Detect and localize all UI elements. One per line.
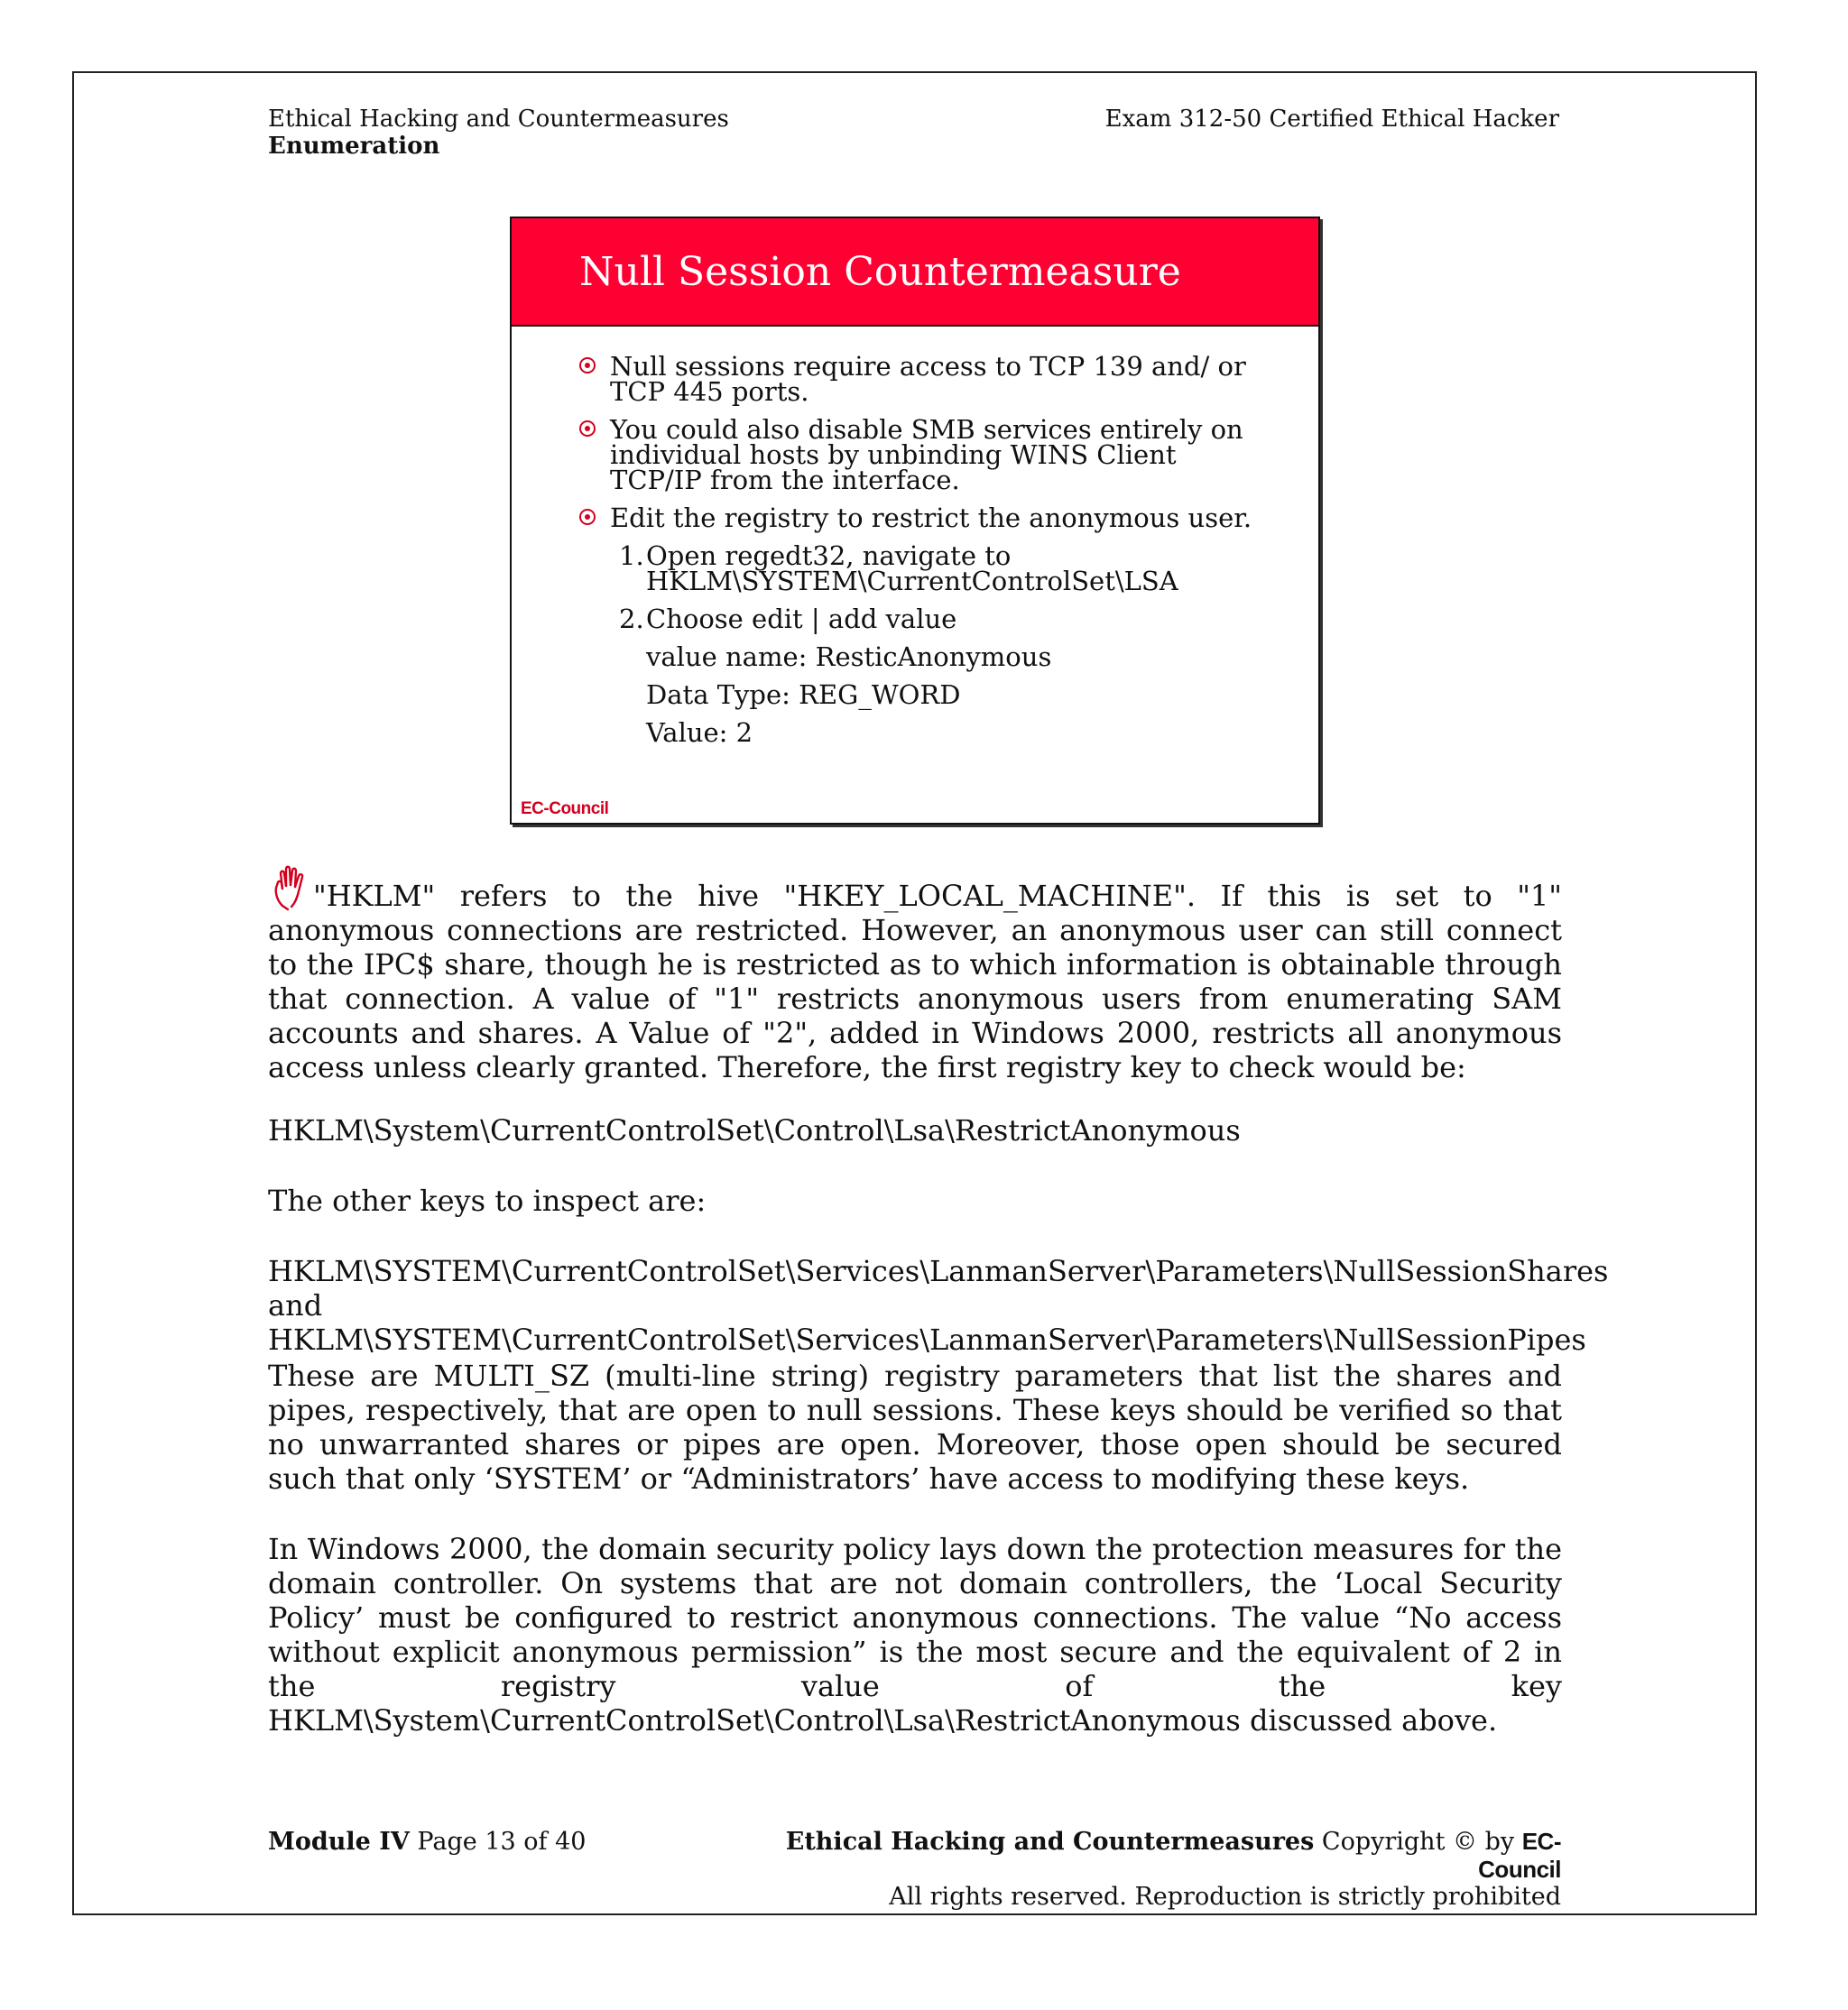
- value-line: Data Type: REG_WORD: [646, 679, 961, 710]
- other-keys-intro: The other keys to inspect are:: [268, 1184, 707, 1218]
- target-bullet-icon: [579, 357, 596, 373]
- slide-step: 1. Open regedt32, navigate to HKLM\SYSTEM\CurrentControlSet\LSA: [619, 540, 1178, 596]
- footer-page-number: Page 13 of 40: [417, 1828, 587, 1856]
- registry-key-null-session-pipes: and HKLM\SYSTEM\CurrentControlSet\Services\LanmanServer\Parameters\NullSessionPipes: [268, 1288, 1586, 1357]
- footer-copyright: Copyright © by: [1321, 1828, 1515, 1856]
- slide-bullet: Null sessions require access to TCP 139 and/ or TCP 445 ports.: [579, 354, 1265, 404]
- slide-bullet: Edit the registry to restrict the anonymous user.: [579, 505, 1265, 530]
- slide-bullet: You could also disable SMB services entirely on individual hosts by unbinding WINS Client TCP/IP from the interface.: [579, 417, 1265, 493]
- target-bullet-icon: [579, 420, 596, 437]
- module-title: Enumeration: [268, 133, 440, 160]
- footer-left: [268, 1828, 586, 1856]
- windows-2000-paragraph: In Windows 2000, the domain security policy lays down the protection measures for the domain controller. On systems that are not domain controllers, the ‘Local Security Policy’ must be configured to restrict anonymous connections. The value “No access without explicit anonymous permission” is the most secure and the equivalent of 2 in the registry value of the key HKLM\System\CurrentControlSet\Control\Lsa\RestrictAnonymous discussed above.: [268, 1532, 1562, 1738]
- footer-brand-logo: EC-Council: [1478, 1828, 1561, 1883]
- note-paragraph: "HKLM" refers to the hive "HKEY_LOCAL_MACHINE". If this is set to "1" anonymous connections are restricted. However, an anonymous user can still connect to the IPC$ share, though he is restricted as to which information is obtainable through that connection. A value of "1" restricts anonymous users from enumerating SAM accounts and shares. A Value of "2", added in Windows 2000, restricts all anonymous access unless clearly granted. Therefore, the first registry key to check would be:: [268, 864, 1562, 1084]
- hand-icon: [268, 864, 313, 911]
- slide-title: Null Session Countermeasure: [512, 218, 1318, 327]
- slide-brand-logo: EC-Council: [521, 799, 609, 818]
- registry-key-restrict-anonymous: HKLM\System\CurrentControlSet\Control\Lsa\RestrictAnonymous: [268, 1113, 1241, 1148]
- multi-sz-paragraph: These are MULTI_SZ (multi-line string) registry parameters that list the shares and pipes, respectively, that are open to null sessions. These keys should be verified so that no unwarranted shares or pipes are open. Moreover, those open should be secured such that only ‘SYSTEM’ or “Administrators’ have access to modifying these keys.: [268, 1359, 1562, 1496]
- footer-right: [722, 1828, 1561, 1911]
- value-line: Value: 2: [646, 717, 753, 748]
- footer-rights: All rights reserved. Reproduction is strictly prohibited: [889, 1883, 1561, 1911]
- slide-step: 2. Choose edit | add value: [619, 604, 957, 634]
- value-line: value name: ResticAnonymous: [646, 641, 1052, 672]
- slide-body: [579, 351, 1265, 758]
- footer-course: Ethical Hacking and Countermeasures: [785, 1828, 1315, 1856]
- exam-title: Exam 312-50 Certified Ethical Hacker: [1104, 106, 1559, 133]
- footer-module: Module IV: [268, 1828, 410, 1856]
- page-header-left: [268, 106, 729, 160]
- course-title: Ethical Hacking and Countermeasures: [268, 106, 729, 133]
- registry-keys-null-session: [268, 1254, 1609, 1357]
- registry-key-null-session-shares: HKLM\SYSTEM\CurrentControlSet\Services\LanmanServer\Parameters\NullSessionShares: [268, 1254, 1609, 1288]
- slide-figure: [510, 217, 1320, 825]
- target-bullet-icon: [579, 509, 596, 525]
